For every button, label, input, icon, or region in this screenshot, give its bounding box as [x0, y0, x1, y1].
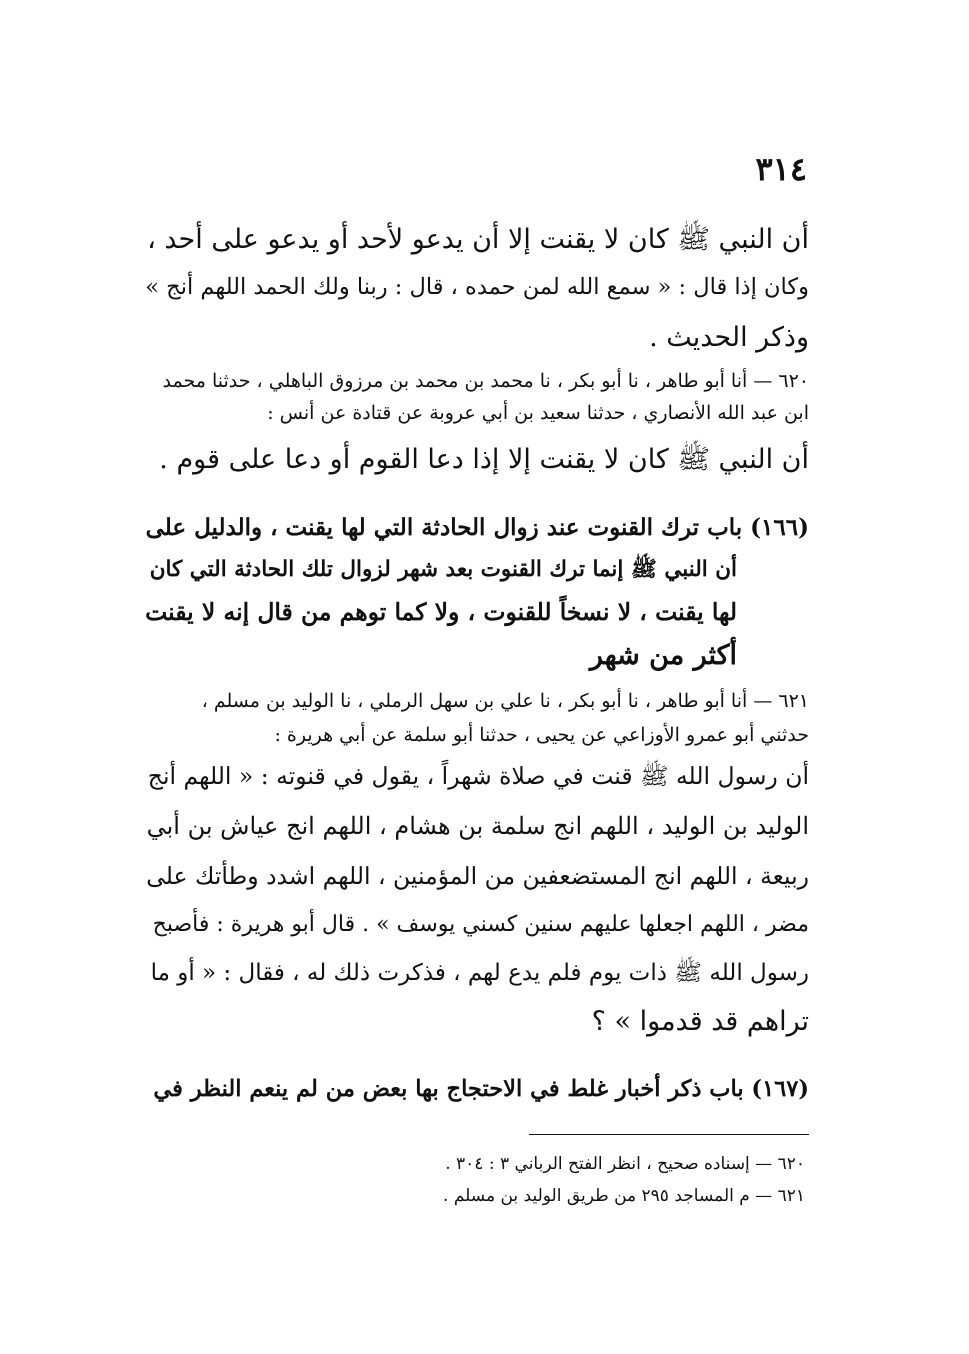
text-line: مضر ، اللهم اجعلها عليهم سنين كسني يوسف » . قال أبو هريرة : فأصبح — [152, 912, 809, 937]
footnote-divider — [529, 1134, 809, 1135]
text-line: الوليد بن الوليد ، اللهم انج سلمة بن هشام ، اللهم انج عياش بن أبي — [146, 812, 809, 840]
text-line: أن النبي ﷺ كان لا يقنت إلا إذا دعا القوم أو دعا على قوم . — [159, 444, 809, 475]
chapter-heading-line: (١٦٧) باب ذكر أخبار غلط في الاحتجاج بها بعض من لم ينعم النظر في — [153, 1076, 809, 1102]
text-line: رسول الله ﷺ ذات يوم فلم يدع لهم ، فذكرت ذلك له ، فقال : « أو ما — [150, 960, 809, 986]
chapter-heading-line: لها يقنت ، لا نسخاً للقنوت ، ولا كما توهم من قال إنه لا يقنت — [145, 598, 737, 626]
chapter-heading-line: (١٦٦) باب ترك القنوت عند زوال الحادثة التي لها يقنت ، والدليل على — [145, 514, 809, 541]
footnote-line: ٦٢٠ — إسناده صحيح ، انظر الفتح الرباني ٣ : ٣٠٤ . — [445, 1154, 805, 1174]
footnote-line: ٦٢١ — م المساجد ٢٩٥ من طريق الوليد بن مسلم . — [443, 1186, 805, 1206]
text-line: وكان إذا قال : « سمع الله لمن حمده ، قال : ربنا ولك الحمد اللهم أنج » — [145, 274, 809, 300]
isnad-line: ابن عبد الله الأنصاري ، حدثنا سعيد بن أبي عروبة عن قتادة عن أنس : — [267, 402, 809, 424]
text-line: تراهم قد قدموا » ؟ — [591, 1006, 809, 1037]
isnad-line: حدثني أبو عمرو الأوزاعي عن يحيى ، حدثنا أبو سلمة عن أبي هريرة : — [274, 724, 809, 746]
text-line: وذكر الحديث . — [649, 322, 809, 353]
page-number: ٣١٤ — [755, 150, 807, 188]
text-line: ربيعة ، اللهم انج المستضعفين من المؤمنين ، اللهم اشدد وطأتك على — [146, 862, 809, 890]
text-line: أن رسول الله ﷺ قنت في صلاة شهراً ، يقول في قنوته : « اللهم أنج — [147, 762, 809, 790]
chapter-heading-line: أكثر من شهر — [589, 640, 737, 671]
isnad-line: ٦٢٠ — أنا أبو طاهر ، نا أبو بكر ، نا محمد بن محمد بن مرزوق الباهلي ، حدثنا محمد — [162, 370, 809, 392]
text-line: أن النبي ﷺ كان لا يقنت إلا أن يدعو لأحد أو يدعو على أحد ، — [147, 224, 809, 255]
chapter-heading-line: أن النبي ﷺ إنما ترك القنوت بعد شهر لزوال تلك الحادثة التي كان — [149, 557, 737, 582]
isnad-line: ٦٢١ — أنا أبو طاهر ، نا أبو بكر ، نا علي بن سهل الرملي ، نا الوليد بن مسلم ، — [201, 690, 809, 712]
